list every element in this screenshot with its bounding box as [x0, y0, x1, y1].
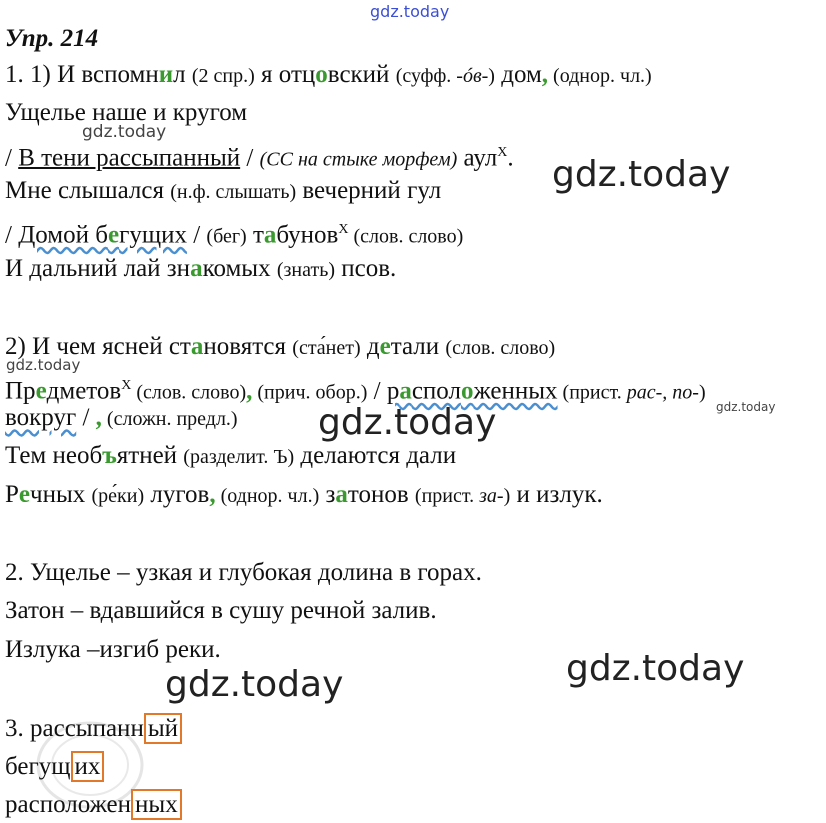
- watermark: gdz.today: [6, 356, 81, 374]
- word-stem: расположен: [5, 791, 132, 818]
- text: новятся: [203, 333, 293, 360]
- highlight-letter: о: [460, 377, 474, 405]
- highlight-comma: ,: [541, 61, 549, 88]
- text: ятней: [116, 442, 184, 469]
- part3-word-3: [5, 790, 182, 820]
- text: л: [173, 61, 192, 88]
- text: спол: [411, 377, 461, 405]
- p2-line-5: [5, 480, 603, 511]
- ending-box: ных: [131, 789, 182, 820]
- mark-x: Х: [497, 145, 508, 160]
- text: И дальний лай зн: [5, 255, 191, 282]
- note: (ре́ки): [91, 485, 145, 507]
- note: (СС на стыке морфем): [259, 148, 458, 171]
- text: 2) И чем ясней ст: [5, 333, 191, 360]
- watermark: gdz.today: [566, 648, 745, 689]
- highlight-letter: о: [315, 61, 328, 88]
- participle-phrase: [18, 221, 187, 248]
- text: тонов: [347, 481, 415, 508]
- text: вский: [327, 61, 396, 88]
- highlight-letter: е: [35, 377, 47, 405]
- mark-x: Х: [338, 222, 349, 237]
- watermark: gdz.today: [552, 154, 731, 195]
- participle-word: [387, 377, 558, 404]
- text: /: [240, 144, 260, 172]
- text: Мне слышался: [5, 177, 171, 204]
- note: (бег): [206, 225, 247, 248]
- exercise-title: Упр. 214: [5, 25, 99, 52]
- ending-box: их: [71, 751, 105, 782]
- note: (2 спр.): [191, 65, 255, 87]
- mark-x: Х: [121, 378, 132, 393]
- note: за-: [479, 485, 504, 507]
- watermark: gdz.today: [82, 122, 167, 142]
- text: женных: [473, 377, 558, 405]
- p2-line-4: [5, 441, 456, 472]
- highlight-letter: е: [18, 481, 31, 508]
- text: р: [386, 377, 400, 405]
- note: (слов. слово): [348, 225, 464, 248]
- text: Пр: [5, 377, 36, 405]
- ending-box: ый: [144, 713, 182, 744]
- highlight-letter: а: [263, 221, 277, 249]
- text: .: [507, 144, 514, 172]
- definition-3: Излука –изгиб реки.: [5, 636, 221, 663]
- highlight-letter: а: [335, 481, 348, 508]
- text: гущих: [119, 221, 187, 249]
- p1-line-1: [5, 60, 652, 91]
- text: /: [367, 377, 387, 405]
- watermark: gdz.today: [716, 400, 776, 414]
- text: д: [360, 333, 380, 360]
- note: ): [698, 381, 706, 404]
- word-stem: 3. рассыпанн: [5, 715, 144, 742]
- note: óв: [462, 65, 482, 87]
- note: (н.ф. слышать): [170, 181, 297, 203]
- note: -): [481, 65, 495, 87]
- text: дметов: [46, 377, 122, 405]
- part3-word-2: [5, 752, 104, 782]
- definition-1: 2. Ущелье – узкая и глубокая долина в горах.: [5, 559, 482, 586]
- note: (прич. обор.): [252, 381, 368, 404]
- note: (сложн. предл.): [101, 408, 238, 430]
- p1-line-4: [5, 176, 441, 207]
- highlight-letter: а: [399, 377, 412, 405]
- text: /: [5, 144, 19, 172]
- text: Тем необ: [5, 442, 103, 469]
- p1-line-3: [5, 138, 514, 174]
- note: (прист.: [557, 381, 627, 404]
- note: (прист.: [414, 485, 480, 507]
- participle-phrase: В тени рассыпанный: [18, 144, 241, 172]
- text: /: [5, 221, 19, 249]
- text: делаются дали: [294, 442, 457, 469]
- note: ): [503, 485, 511, 507]
- text: 1. 1) И вспомн: [5, 61, 159, 88]
- text: я отц: [254, 61, 316, 88]
- highlight-letter: ъ: [102, 442, 117, 469]
- text: комых: [202, 255, 277, 282]
- text: бунов: [276, 221, 339, 249]
- text: тали: [390, 333, 446, 360]
- highlight-comma: ,: [209, 481, 216, 508]
- p1-line-2: Ущелье наше и кругом: [5, 99, 248, 126]
- text: чных: [30, 481, 92, 508]
- text: вечерний гул: [296, 177, 442, 204]
- word-stem: бегущ: [5, 753, 71, 780]
- text: /: [76, 404, 96, 431]
- highlight-comma: ,: [246, 377, 253, 405]
- text: псов.: [335, 255, 397, 282]
- text: аул: [457, 144, 498, 172]
- p1-line-6: [5, 254, 396, 285]
- p2-line-1: [5, 332, 555, 363]
- p2-line-3: [5, 403, 238, 434]
- text: и излук.: [510, 481, 603, 508]
- text: лугов: [144, 481, 210, 508]
- highlight-letter: а: [190, 333, 204, 360]
- note: (слов. слово): [131, 381, 247, 404]
- note: (суфф. -: [395, 65, 463, 87]
- site-watermark-top: gdz.today: [370, 2, 450, 21]
- note: (однор. чл.): [548, 65, 652, 87]
- text: дом: [494, 61, 542, 88]
- part3-word-1: [5, 714, 182, 744]
- text: т: [246, 221, 264, 249]
- text: /: [186, 221, 207, 249]
- definition-2: Затон – вдавшийся в сушу речной залив.: [5, 597, 437, 624]
- highlight-letter: е: [379, 333, 391, 360]
- note: (слов. слово): [445, 337, 556, 359]
- highlight-letter: и: [158, 61, 174, 88]
- note: (однор. чл.): [215, 485, 320, 507]
- watermark: gdz.today: [165, 664, 344, 705]
- text: з: [319, 481, 336, 508]
- highlight-letter: а: [190, 255, 203, 282]
- text: Домой б: [18, 221, 108, 249]
- text: Р: [5, 481, 19, 508]
- note: (разделит. Ъ): [183, 446, 295, 468]
- highlight-letter: е: [107, 221, 120, 249]
- highlight-comma: ,: [95, 404, 102, 431]
- watermark: gdz.today: [318, 402, 497, 443]
- note: (знать): [276, 259, 335, 281]
- participle-word: вокруг: [5, 404, 77, 431]
- p1-line-5: [5, 215, 463, 251]
- note: рас-, по-: [626, 381, 699, 404]
- note: (ста́нет): [292, 337, 361, 359]
